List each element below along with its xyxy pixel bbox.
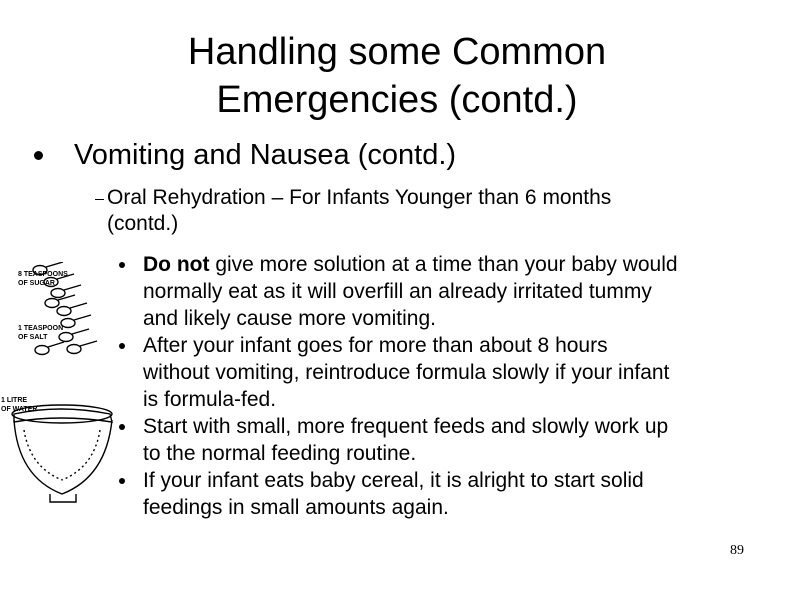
bullet-line: give more solution at a time than your baby would [209, 253, 678, 276]
round-bullet-icon [34, 151, 43, 160]
sugar-label-2: OF SUGAR [18, 280, 55, 287]
bullet-line: to the normal feeding routine. [143, 442, 417, 465]
salt-label-1: 1 TEASPOON [18, 325, 64, 332]
bullet-line: feedings in small amounts again. [143, 496, 449, 519]
list-item [143, 413, 763, 467]
list-item [143, 332, 763, 413]
bullet-line: and likely cause more vomiting. [143, 307, 436, 330]
bullet-line: If your infant eats baby cereal, it is alright to start solid [143, 469, 644, 492]
level2-text-line-1: Oral Rehydration – For Infants Younger than 6 months [107, 186, 612, 209]
sugar-label-1: 8 TEASPOONS [18, 271, 68, 278]
dash-bullet-icon [95, 199, 104, 200]
bullet-line: without vomiting, reintroduce formula slowly if your infant [143, 361, 670, 384]
level1-item [74, 138, 764, 172]
level3-list [143, 251, 763, 521]
title-line-2: Emergencies (contd.) [216, 79, 578, 121]
level2-text-line-2: (contd.) [107, 212, 179, 235]
spoons-icon [12, 262, 112, 502]
level2-item [107, 185, 747, 237]
bullet-line: is formula-fed. [143, 388, 277, 411]
page-number: 89 [730, 543, 744, 558]
slide-title [100, 28, 694, 124]
water-label-1: 1 LITRE [1, 397, 28, 404]
level1-text: Vomiting and Nausea (contd.) [74, 139, 457, 171]
oral-rehydration-illustration [0, 262, 140, 522]
bullet-line: normally eat as it will overfill an already irritated tummy [143, 280, 652, 303]
bullet-line: After your infant goes for more than about 8 hours [143, 334, 608, 357]
salt-label-2: OF SALT [18, 334, 48, 341]
list-item [143, 251, 763, 332]
list-item [143, 467, 763, 521]
bullet-line: Start with small, more frequent feeds and slowly work up [143, 415, 669, 438]
water-label-2: OF WATER [1, 406, 38, 413]
title-line-1: Handling some Common [187, 31, 607, 73]
emphasis-text: Do not [143, 253, 210, 276]
